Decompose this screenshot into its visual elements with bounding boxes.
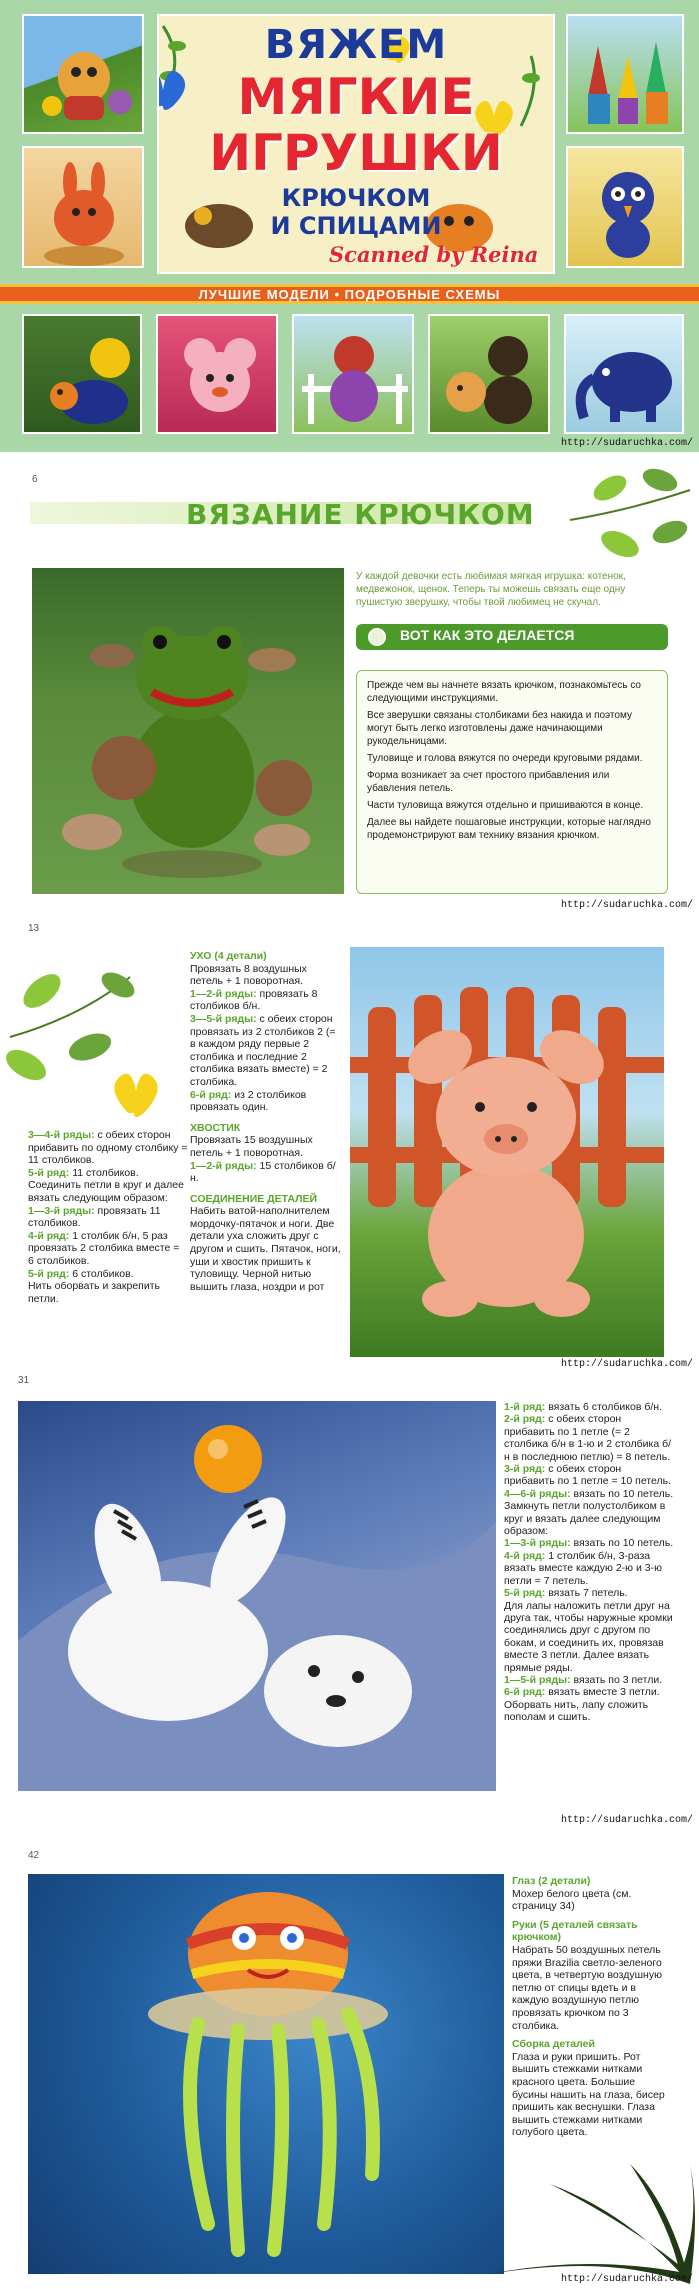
instruction-row: 5-й ряд: вязать 7 петель. bbox=[504, 1587, 628, 1600]
toy-illustration bbox=[568, 148, 684, 268]
polar-bear-illustration bbox=[18, 1401, 496, 1791]
cover-thumb-toy bbox=[22, 14, 144, 134]
frog-illustration bbox=[32, 568, 344, 894]
toy-illustration bbox=[294, 316, 414, 434]
hands-text: Набрать 50 воздушных петель пряжи Brazilia светло-зеленого цвета, в четвертую воздушную петлю от спицы вдеть и в каждую воздушную петлю провязать крючком по 3 столбика. bbox=[512, 1943, 662, 2032]
toy-illustration bbox=[158, 316, 278, 434]
polar-bear-toy-photo bbox=[18, 1401, 496, 1791]
source-url[interactable]: http://sudaruchka.com/ bbox=[560, 1359, 693, 1370]
instruction-row: 1—3-й ряды: провязать 11 столбиков. bbox=[28, 1204, 161, 1230]
page-42 bbox=[0, 1834, 699, 2289]
instruction-row: Замкнуть петли полустолбиком в круг и вязать далее следующим образом: bbox=[504, 1500, 666, 1538]
cover-subtitle-line2: И СПИЦАМИ bbox=[270, 212, 442, 240]
toy-illustration bbox=[430, 316, 550, 434]
eyes-heading: Глаз (2 детали) bbox=[512, 1875, 591, 1887]
instruction-row: 1—2-й ряды: 15 столбиков б/н. bbox=[190, 1159, 336, 1185]
page-number: 31 bbox=[18, 1375, 30, 1386]
instructions-box bbox=[356, 670, 668, 894]
instruction-row: 2-й ряд: с обеих сторон прибавить по 1 петле (= 2 столбика б/н в 1-ю и 2 столбика б/н в последнюю петлю) = 8 петель. bbox=[504, 1413, 672, 1463]
join-text: Набить ватой-наполнителем мордочку-пятачок и ноги. Две детали уха сложить друг с другом и сшить. Пятачок, ноги, уши и хвостик пришить к туловищу. Черной нитью вышить глаза, ноздри и рот bbox=[190, 1205, 341, 1293]
book-cover bbox=[0, 0, 699, 452]
instruction-paragraph: Все зверушки связаны столбиками без накида и поэтому могут быть легко изготовлены даже начинающими рукодельницами. bbox=[367, 710, 632, 747]
how-title: ВОТ КАК ЭТО ДЕЛАЕТСЯ bbox=[400, 627, 575, 643]
instruction-row: 3—5-й ряды: с обеих сторон провязать из 2 столбиков 2 (= в каждом ряду первые 2 столбика и последние 2 столбика вязать вместе) = 2 столбика. bbox=[190, 1012, 336, 1088]
cover-thumb-toy bbox=[566, 14, 684, 134]
assembly-text: Глаза и руки пришить. Рот вышить стежками нитками красного цвета. Большие бусины нашить на глаза, бисер пришить как веснушки. Глаза вышить стежками нитками голубого цвета. bbox=[512, 2050, 665, 2139]
instruction-row: 5-й ряд: 6 столбиков. bbox=[28, 1267, 134, 1280]
instruction-paragraph: Части туловища вяжутся отдельно и пришиваются в конце. bbox=[367, 800, 644, 811]
page-number: 42 bbox=[28, 1850, 40, 1861]
instruction-paragraph: Прежде чем вы начнете вязать крючком, познакомьтесь со следующими инструкциями. bbox=[367, 680, 641, 704]
cover-subtitle-line1: КРЮЧКОМ bbox=[281, 184, 431, 212]
frog-toy-photo bbox=[32, 568, 344, 894]
source-url[interactable]: http://sudaruchka.com/ bbox=[560, 2274, 693, 2285]
right-column-text bbox=[504, 1401, 674, 1724]
cover-thumb-toy bbox=[566, 146, 684, 268]
cover-thumb-toy bbox=[428, 314, 550, 434]
cover-thumb-toy bbox=[22, 314, 142, 434]
instruction-row: Соединить петли в круг и далее вязать следующим образом: bbox=[28, 1179, 184, 1204]
how-title-bar bbox=[356, 624, 668, 650]
toy-illustration bbox=[24, 316, 142, 434]
leaf-butterfly-decoration-icon bbox=[6, 947, 176, 1127]
section-title: ВЯЗАНИЕ КРЮЧКОМ bbox=[186, 498, 535, 531]
hands-heading: Руки (5 деталей связать крючком) bbox=[512, 1918, 638, 1944]
instruction-row: 1—3-й ряды: вязать по 10 петель. bbox=[504, 1537, 674, 1550]
instruction-paragraph: Туловище и голова вяжутся по очереди круговыми рядами. bbox=[367, 753, 643, 764]
cover-thumb-toy bbox=[22, 146, 144, 268]
left-column-text bbox=[28, 1129, 188, 1305]
yarn-ball-icon bbox=[368, 628, 386, 646]
page-31 bbox=[0, 1377, 699, 1834]
instruction-row: 3-й ряд: с обеих сторон прибавить по 1 петле = 10 петель. bbox=[504, 1463, 672, 1488]
tail-text: Провязать 15 воздушных петель + 1 поворотная. bbox=[190, 1134, 313, 1159]
source-url[interactable]: http://sudaruchka.com/ bbox=[560, 438, 693, 449]
tail-heading: ХВОСТИК bbox=[190, 1121, 241, 1134]
instruction-row: 6-й ряд: вязать вместе 3 петли. bbox=[504, 1686, 660, 1699]
source-url[interactable]: http://sudaruchka.com/ bbox=[560, 900, 693, 911]
cover-thumb-toy bbox=[292, 314, 414, 434]
page-number: 6 bbox=[32, 474, 38, 485]
jellyfish-toy-photo bbox=[28, 1874, 504, 2274]
instruction-row: Для лапы наложить петли друг на друга так, чтобы наружные кромки соединялись друг с другом по бокам, и соединить их, провязав вместе 3 петли. Далее вязать прямые ряды. bbox=[504, 1599, 673, 1674]
cover-title-panel bbox=[157, 14, 555, 274]
instruction-row: 4-й ряд: 1 столбик б/н, 5 раз провязать 2 столбика вместе = 6 столбиков. bbox=[28, 1229, 180, 1267]
instruction-paragraph: Форма возникает за счет простого прибавления или убавления петель. bbox=[367, 770, 610, 794]
cover-thumb-toy bbox=[564, 314, 684, 434]
cover-title-line3: ИГРУШКИ bbox=[209, 124, 503, 182]
right-column-text bbox=[512, 1872, 672, 2139]
instruction-paragraph: Далее вы найдете пошаговые инструкции, которые наглядно продемонстрируют вам технику вязания крючком. bbox=[367, 817, 651, 841]
pig-toy-photo bbox=[350, 947, 664, 1357]
cover-banner: ЛУЧШИЕ МОДЕЛИ • ПОДРОБНЫЕ СХЕМЫ bbox=[0, 284, 699, 304]
instruction-row: 1—5-й ряды: вязать по 3 петли. bbox=[504, 1673, 663, 1686]
toy-illustration bbox=[568, 16, 684, 134]
toy-illustration bbox=[24, 148, 144, 268]
ear-heading: УХО (4 детали) bbox=[190, 950, 267, 962]
cover-thumb-toy bbox=[156, 314, 278, 434]
intro-text: У каждой девочки есть любимая мягкая игрушка: котенок, медвежонок, щенок. Теперь ты можешь связать еще одну пушистую зверушку, чтобы твой любимец не скучал. bbox=[356, 571, 626, 608]
instruction-row: 5-й ряд: 11 столбиков. bbox=[28, 1166, 139, 1179]
scanned-signature: Scanned by Reina bbox=[329, 242, 539, 267]
instruction-row: 1-й ряд: вязать 6 столбиков б/н. bbox=[504, 1401, 662, 1413]
eyes-text: Мохер белого цвета (см. страницу 34) bbox=[512, 1887, 632, 1913]
instruction-row: 4—6-й ряды: вязать по 10 петель. bbox=[504, 1487, 674, 1500]
palm-leaves-decoration-icon bbox=[450, 2164, 699, 2289]
leaf-decoration-icon bbox=[560, 460, 699, 570]
instruction-row: Нить оборвать и закрепить петли. bbox=[28, 1280, 160, 1305]
assembly-heading: Сборка деталей bbox=[512, 2038, 595, 2051]
page-13 bbox=[0, 917, 699, 1377]
instruction-row: Оборвать нить, лапу сложить пополам и сшить. bbox=[504, 1698, 649, 1724]
toy-illustration bbox=[566, 316, 684, 434]
pig-illustration bbox=[350, 947, 664, 1357]
cover-title-line1: ВЯЖЕМ bbox=[264, 22, 448, 68]
instruction-row: 4-й ряд: 1 столбик б/н, 3-раза вязать вместе каждую 2-ю и 3-ю петли = 7 петель. bbox=[504, 1549, 662, 1587]
cover-title-line2: МЯГКИЕ bbox=[237, 68, 475, 126]
jellyfish-illustration bbox=[28, 1874, 504, 2274]
page-6 bbox=[0, 452, 699, 917]
middle-column-text bbox=[190, 947, 342, 1293]
instruction-row: 6-й ряд: из 2 столбиков провязать один. bbox=[190, 1088, 307, 1114]
ear-text: Провязать 8 воздушных петель + 1 поворотная. bbox=[190, 962, 307, 988]
page-number: 13 bbox=[28, 923, 40, 934]
instruction-row: 1—2-й ряды: провязать 8 столбиков б/н. bbox=[190, 987, 318, 1013]
instruction-row: 3—4-й ряды: с обеих сторон прибавить по одному столбику = 11 столбиков. bbox=[28, 1129, 188, 1167]
toy-illustration bbox=[24, 16, 144, 134]
source-url[interactable]: http://sudaruchka.com/ bbox=[560, 1815, 693, 1826]
join-heading: СОЕДИНЕНИЕ ДЕТАЛЕЙ bbox=[190, 1192, 318, 1205]
